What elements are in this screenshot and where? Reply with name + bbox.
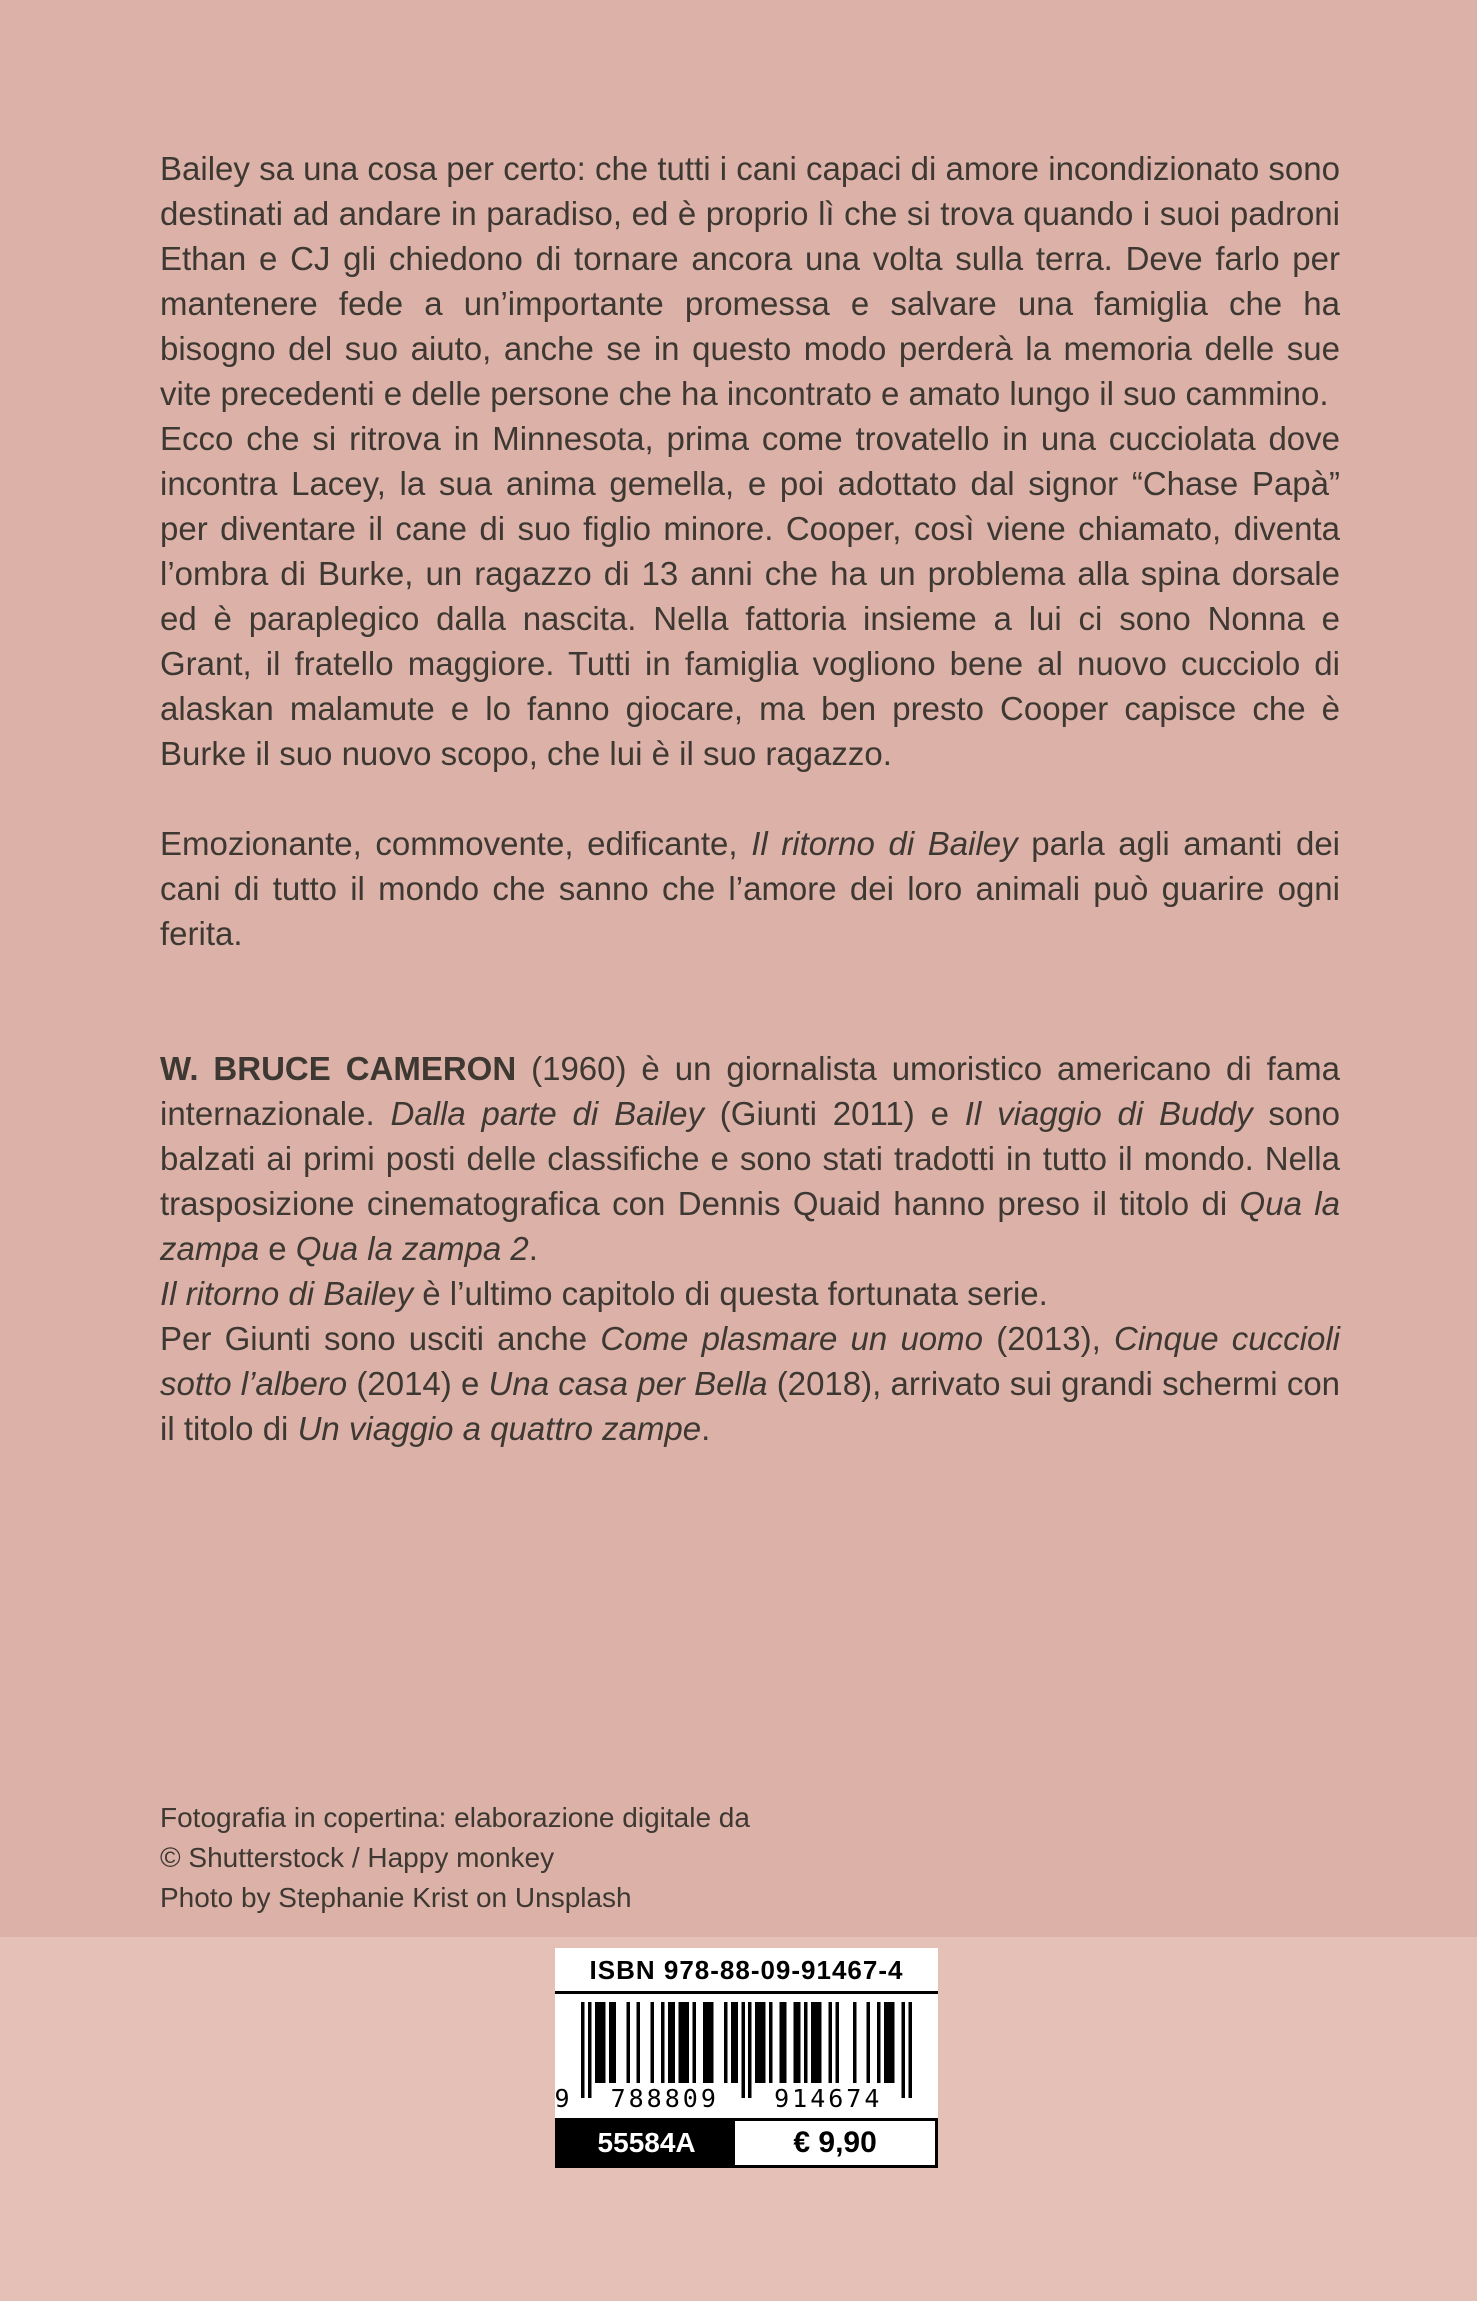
- photo-credits: [160, 1798, 1060, 1918]
- barcode-digit-group1: 788809: [610, 2084, 719, 2113]
- credit-line-1: Fotografia in copertina: elaborazione digitale da: [160, 1802, 750, 1833]
- price: € 9,90: [735, 2121, 935, 2165]
- author-bio: [160, 1046, 1340, 1451]
- barcode-digit-group2: 914674: [774, 2084, 883, 2113]
- credit-line-3: Photo by Stephanie Krist on Unsplash: [160, 1882, 632, 1913]
- author-paragraph-3: Per Giunti sono usciti anche Come plasmare un uomo (2013), Cinque cuccioli sotto l’albero (2014) e Una casa per Bella (2018), arrivato sui grandi schermi con il titolo di Un viaggio a quattro zampe.: [160, 1320, 1341, 1447]
- edition-code: 55584A: [558, 2121, 735, 2165]
- author-paragraph-2: Il ritorno di Bailey è l’ultimo capitolo di questa fortunata serie.: [160, 1275, 1048, 1312]
- isbn-label: ISBN 978-88-09-91467-4: [555, 1948, 938, 1994]
- synopsis-paragraph-2: Ecco che si ritrova in Minnesota, prima come trovatello in una cucciolata dove incontra Lacey, la sua anima gemella, e poi adottato dal signor “Chase Papà” per diventare il cane di suo figlio minore. Cooper, così viene chiamato, diventa l’ombra di Burke, un ragazzo di 13 anni che ha un problema alla spina dorsale ed è paraplegico dalla nascita. Nella fattoria insieme a lui ci sono Nonna e Grant, il fratello maggiore. Tutti in famiglia vogliono bene al nuovo cucciolo di alaskan malamute e lo fanno giocare, ma ben presto Cooper capisce che è Burke il suo nuovo scopo, che lui è il suo ragazzo.: [160, 420, 1340, 772]
- synopsis-paragraph-1: Bailey sa una cosa per certo: che tutti i cani capaci di amore incondizionato sono destinati ad andare in paradiso, ed è proprio lì che si trova quando i suoi padroni Ethan e CJ gli chiedono di tornare ancora una volta sulla terra. Deve farlo per mantenere fede a un’importante promessa e salvare una famiglia che ha bisogno del suo aiuto, anche se in questo modo perderà la memoria delle sue vite precedenti e delle persone che ha incontrato e amato lungo il suo cammino.: [160, 150, 1340, 412]
- barcode-digit-first: 9: [554, 2084, 570, 2113]
- text-column: [160, 146, 1340, 1451]
- price-row: [555, 2118, 938, 2168]
- author-paragraph-1: W. BRUCE CAMERON (1960) è un giornalista umoristico americano di fama internazionale. Dalla parte di Bailey (Giunti 2011) e Il viaggio di Buddy sono balzati ai primi posti delle classifiche e sono stati tradotti in tutto il mondo. Nella trasposizione cinematografica con Dennis Quaid hanno preso il titolo di Qua la zampa e Qua la zampa 2.: [160, 1050, 1340, 1267]
- barcode-block: [555, 1948, 938, 2168]
- barcode-digits: [554, 2082, 912, 2113]
- ean13-barcode: [555, 1994, 938, 2118]
- synopsis-paragraph-3: Emozionante, commovente, edificante, Il ritorno di Bailey parla agli amanti dei cani di tutto il mondo che sanno che l’amore dei loro animali può guarire ogni ferita.: [160, 825, 1341, 952]
- credit-line-2: © Shutterstock / Happy monkey: [160, 1842, 555, 1873]
